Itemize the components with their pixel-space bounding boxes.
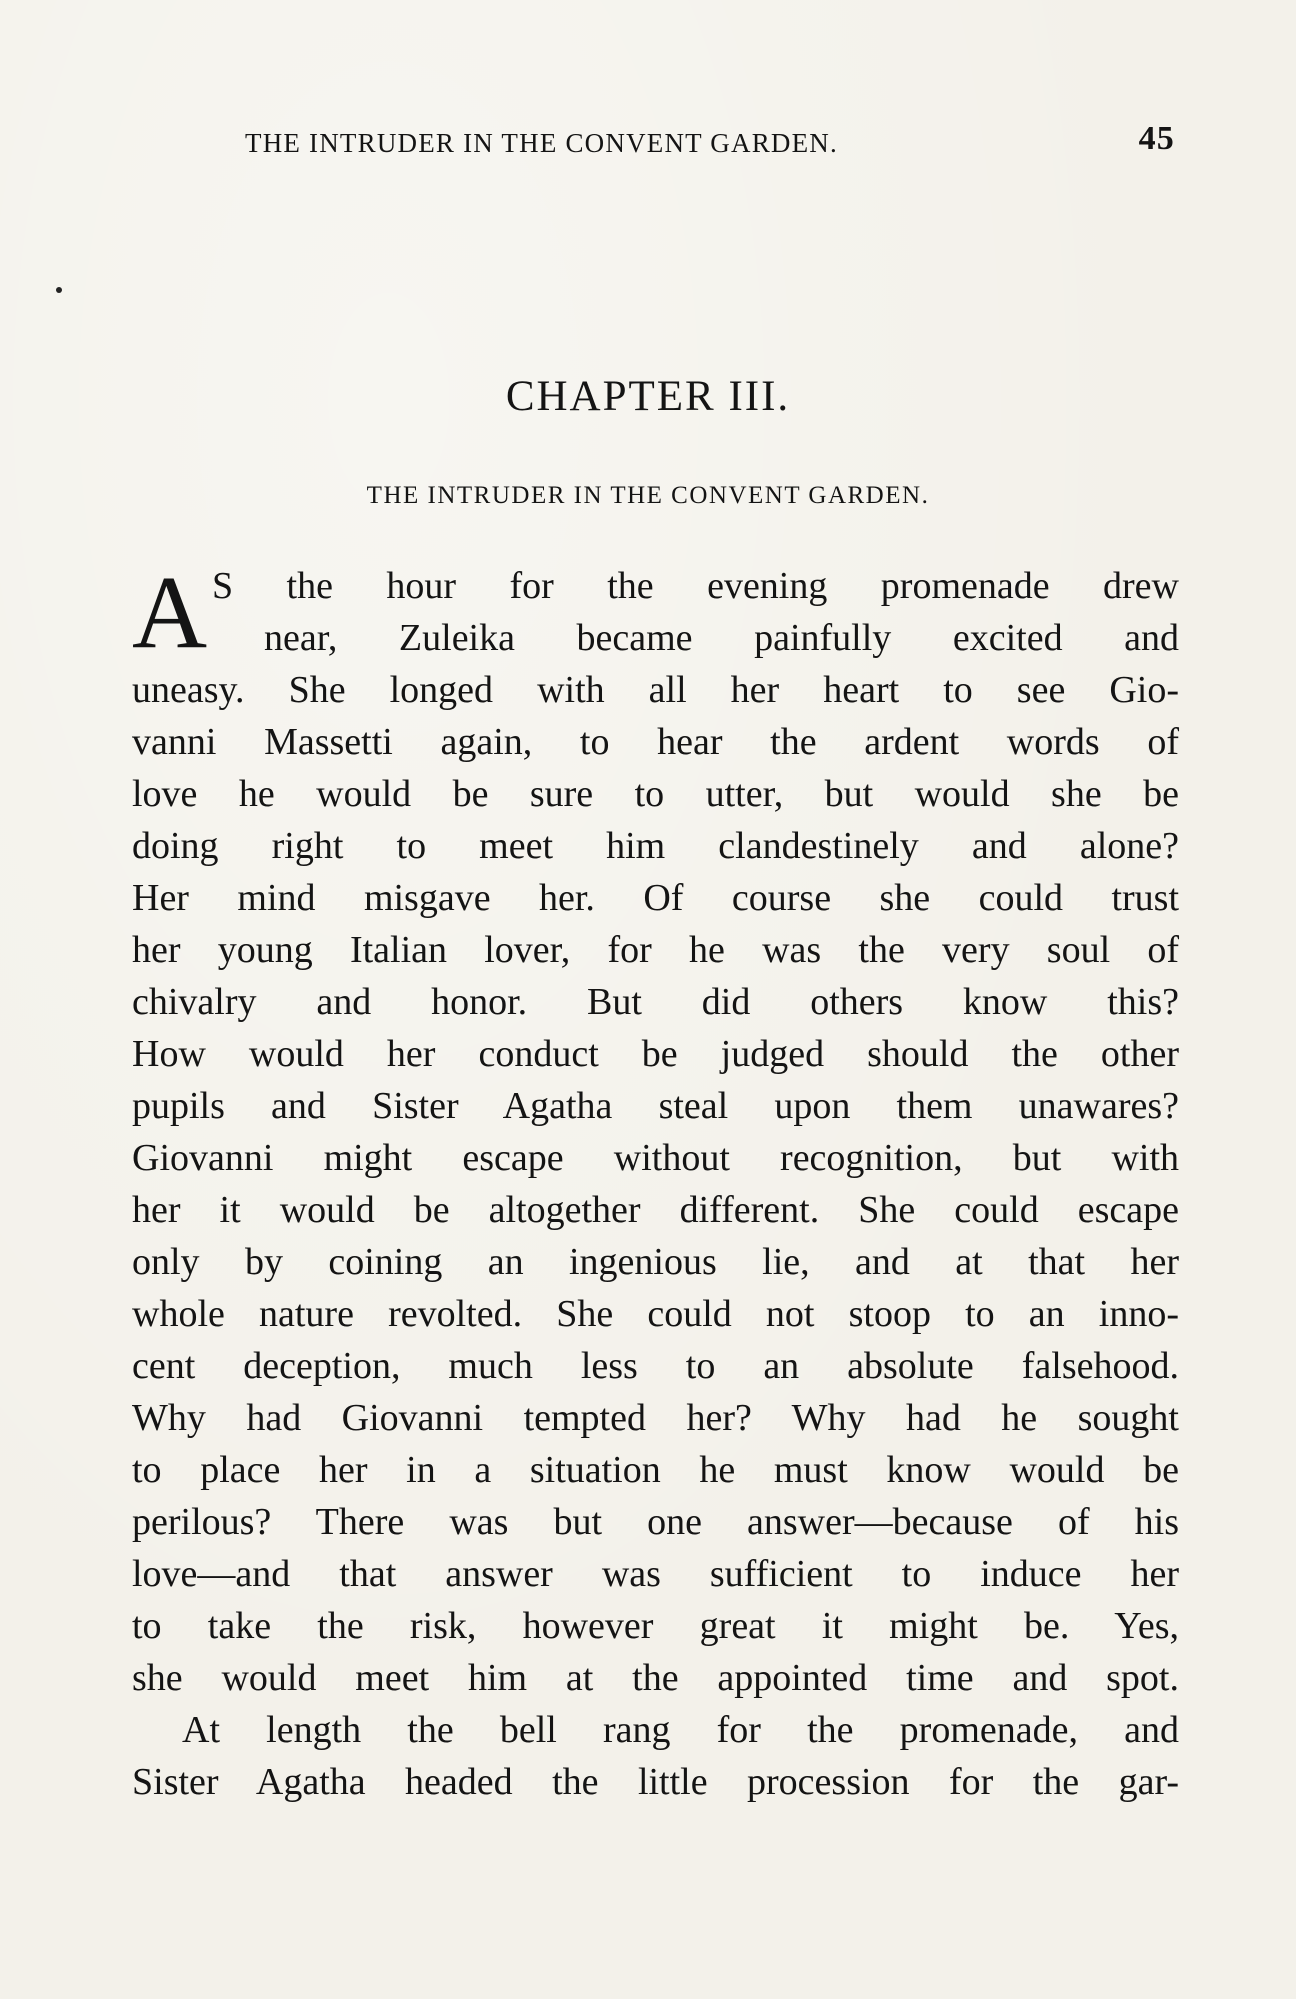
text-line-24: Sister Agatha headed the little procession for the gar- — [132, 1761, 1179, 1803]
chapter-heading: CHAPTER III. — [505, 373, 791, 420]
text-line-5: love he would be sure to utter, but would she be — [132, 773, 1179, 815]
text-line-16: cent deception, much less to an absolute falsehood. — [132, 1345, 1179, 1387]
text-line-7: Her mind misgave her. Of course she could trust — [132, 877, 1179, 919]
text-line-11: pupils and Sister Agatha steal upon them unawares? — [132, 1085, 1179, 1127]
drop-cap: A — [132, 555, 208, 670]
text-line-22: she would meet him at the appointed time and spot. — [132, 1657, 1179, 1699]
running-title: THE INTRUDER IN THE CONVENT GARDEN. — [245, 128, 838, 158]
text-line-15: whole nature revolted. She could not stoop to an inno- — [132, 1293, 1179, 1335]
text-line-19: perilous? There was but one answer—because of his — [132, 1501, 1179, 1543]
text-line-14: only by coining an ingenious lie, and at that her — [132, 1241, 1179, 1283]
text-line-12: Giovanni might escape without recognition, but with — [132, 1137, 1179, 1179]
text-line-21: to take the risk, however great it might be. Yes, — [132, 1605, 1179, 1647]
ink-speck — [56, 287, 62, 293]
text-line-23: At length the bell rang for the promenade, and — [182, 1709, 1179, 1751]
text-line-10: How would her conduct be judged should the other — [132, 1033, 1179, 1075]
text-line-2: near, Zuleika became painfully excited and — [264, 617, 1179, 659]
text-line-13: her it would be altogether different. She could escape — [132, 1189, 1179, 1231]
chapter-subtitle: THE INTRUDER IN THE CONVENT GARDEN. — [366, 482, 930, 509]
text-line-1-content: S the hour for the evening promenade drew — [212, 565, 1179, 607]
text-line-9: chivalry and honor. But did others know this? — [132, 981, 1179, 1023]
text-line-17: Why had Giovanni tempted her? Why had he sought — [132, 1397, 1179, 1439]
text-line-18: to place her in a situation he must know would be — [132, 1449, 1179, 1491]
text-line-6: doing right to meet him clandestinely and alone? — [132, 825, 1179, 867]
text-line-20: love—and that answer was sufficient to induce her — [132, 1553, 1179, 1595]
body-text — [132, 555, 1179, 1808]
text-line-3: uneasy. She longed with all her heart to see Gio- — [132, 669, 1179, 711]
text-line-8: her young Italian lover, for he was the very soul of — [132, 929, 1179, 971]
text-line-4: vanni Massetti again, to hear the ardent words of — [132, 721, 1179, 763]
page-number: 45 — [1138, 120, 1175, 157]
